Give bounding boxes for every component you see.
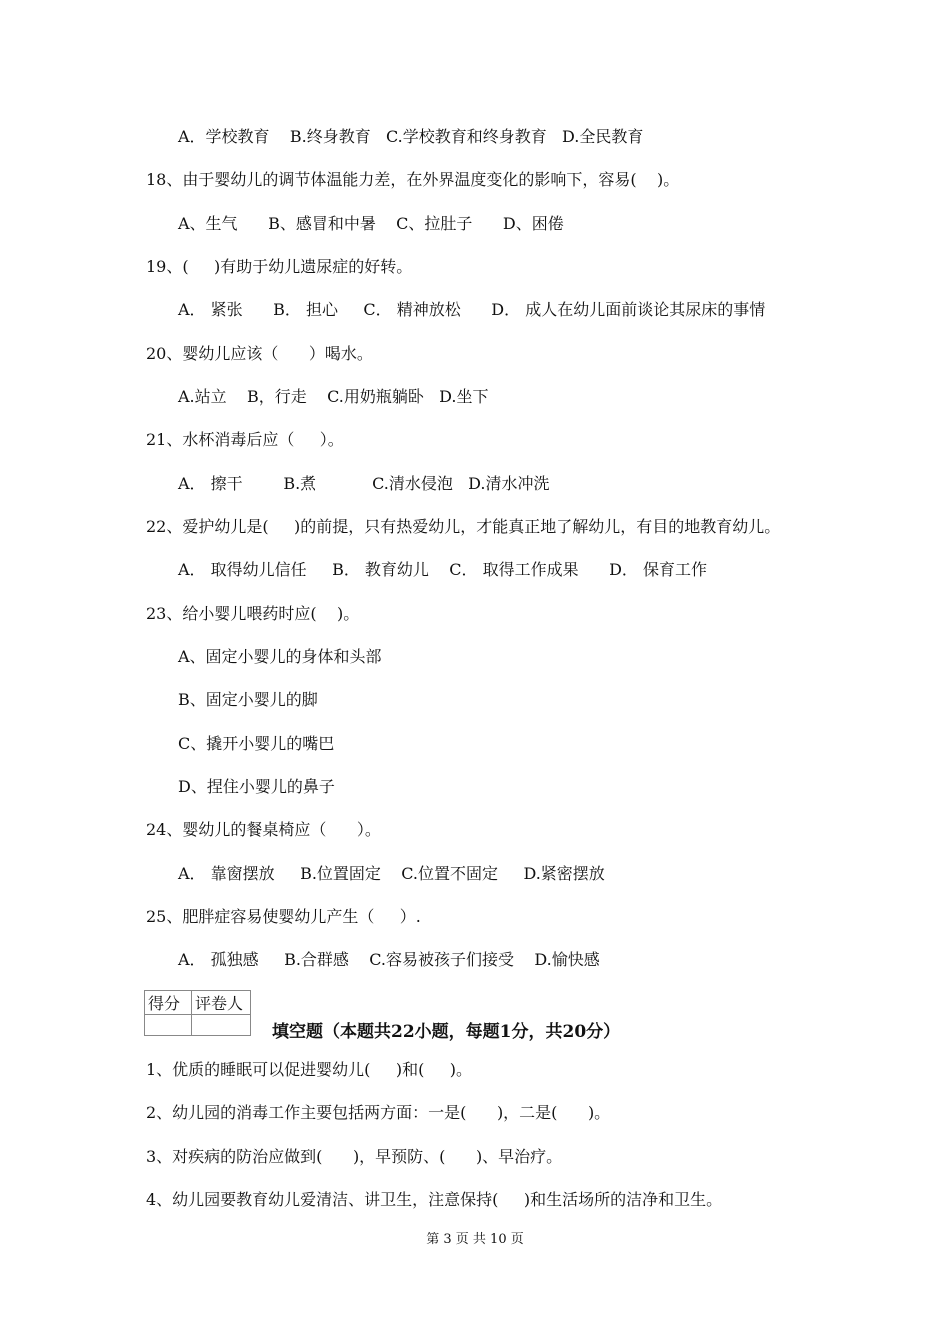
- q19-options: A． 紧张 B． 担心 C． 精神放松 D． 成人在幼儿面前谈论其尿床的事情: [178, 300, 766, 319]
- score-table: [144, 990, 251, 1036]
- q23-text: 23、给小婴儿喂药时应( )。: [146, 604, 360, 623]
- q24-text: 24、婴幼儿的餐桌椅应（ ）。: [146, 820, 381, 839]
- q25-options: A． 孤独感 B.合群感 C.容易被孩子们接受 D.愉快感: [178, 950, 600, 969]
- q20-text: 20、婴幼儿应该（ ）喝水。: [146, 344, 373, 363]
- q20-options: A.站立 B，行走 C.用奶瓶躺卧 D.坐下: [178, 387, 489, 406]
- fill-q3: 3、对疾病的防治应做到( )，早预防、( )、早治疗。: [146, 1147, 563, 1166]
- q23-option-c: C、撬开小婴儿的嘴巴: [178, 734, 335, 753]
- q19-text: 19、( )有助于幼儿遗尿症的好转。: [146, 257, 413, 276]
- q22-text: 22、爱护幼儿是( )的前提，只有热爱幼儿，才能真正地了解幼儿，有目的地教育幼儿。: [146, 517, 781, 536]
- q23-option-b: B、固定小婴儿的脚: [178, 690, 318, 709]
- q21-options: A． 擦干 B.煮 C.清水侵泡 D.清水冲洗: [178, 474, 550, 493]
- fill-q4: 4、幼儿园要教育幼儿爱清洁、讲卫生，注意保持( )和生活场所的洁净和卫生。: [146, 1190, 723, 1209]
- score-header: 得分: [145, 991, 192, 1015]
- q17-options: A．学校教育 B.终身教育 C.学校教育和终身教育 D.全民教育: [178, 127, 644, 146]
- q23-option-a: A、固定小婴儿的身体和头部: [178, 647, 382, 666]
- q25-text: 25、肥胖症容易使婴幼儿产生（ ）.: [146, 907, 421, 926]
- grader-cell: [192, 1015, 251, 1036]
- q24-options: A． 靠窗摆放 B.位置固定 C.位置不固定 D.紧密摆放: [178, 864, 605, 883]
- q21-text: 21、水杯消毒后应（ ）。: [146, 430, 344, 449]
- q18-options: A、生气 B、感冒和中暑 C、拉肚子 D、困倦: [178, 214, 564, 233]
- fill-q1: 1、优质的睡眠可以促进婴幼儿( )和( )。: [146, 1060, 473, 1079]
- grader-header: 评卷人: [192, 991, 251, 1015]
- q23-option-d: D、捏住小婴儿的鼻子: [178, 777, 335, 796]
- page-footer: 第 3 页 共 10 页: [426, 1232, 524, 1247]
- score-cell: [145, 1015, 192, 1036]
- q18-text: 18、由于婴幼儿的调节体温能力差，在外界温度变化的影响下，容易( )。: [146, 170, 680, 189]
- fill-q2: 2、幼儿园的消毒工作主要包括两方面：一是( )，二是( )。: [146, 1103, 611, 1122]
- q22-options: A． 取得幼儿信任 B． 教育幼儿 C． 取得工作成果 D． 保育工作: [178, 560, 708, 579]
- section-title: 填空题（本题共22小题，每题1分，共20分）: [272, 1022, 621, 1042]
